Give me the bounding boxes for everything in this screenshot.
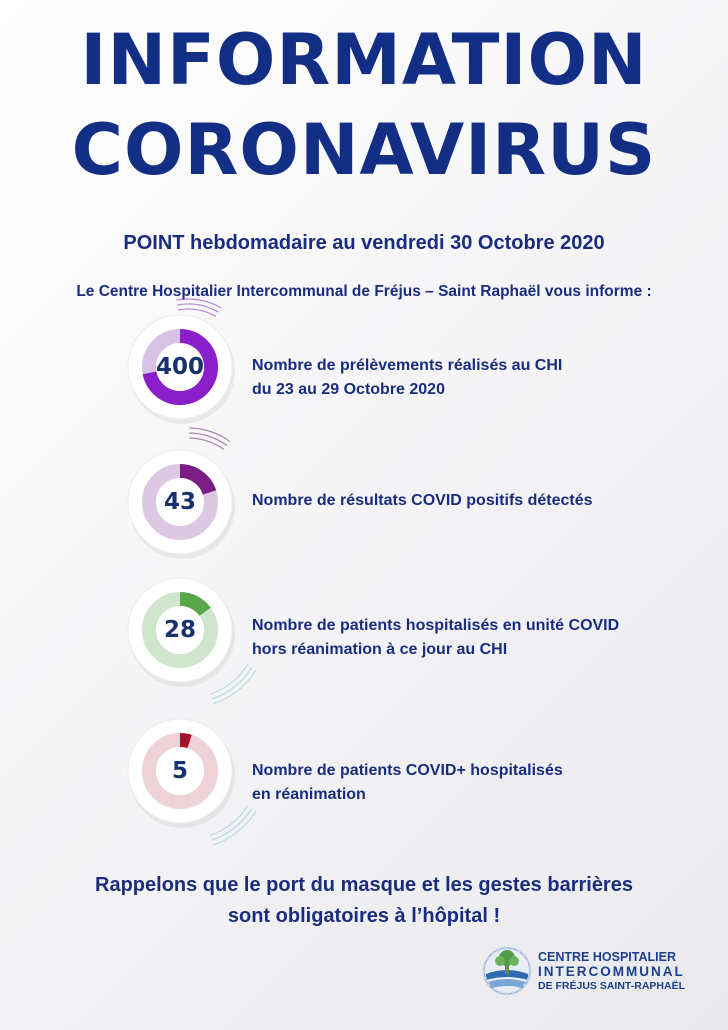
gauge-deco-stroke (177, 304, 218, 312)
stat-line: Nombre de patients COVID+ hospitalisés (252, 762, 563, 779)
title-information: INFORMATION (80, 19, 648, 101)
barrier-gestures-reminder (0, 870, 728, 932)
gauge-deco-stroke (189, 438, 224, 450)
stat-description (252, 614, 619, 662)
stat-description (252, 489, 593, 513)
gauge-deco-stroke (189, 433, 227, 445)
stat-value: 400 (155, 354, 204, 380)
stat-samples (120, 307, 710, 427)
logo-line-2: INTERCOMMUNAL (538, 964, 685, 979)
stat-line: hors réanimation à ce jour au CHI (252, 641, 508, 658)
stat-line: Nombre de résultats COVID positifs détectés (252, 492, 593, 509)
reminder-line: sont obligatoires à l’hôpital ! (227, 905, 501, 927)
stat-value: 5 (171, 758, 188, 784)
stat-value: 28 (163, 617, 196, 643)
stat-icu (120, 711, 710, 831)
hospital-logo (482, 944, 712, 1004)
hospital-emblem-icon (482, 946, 532, 996)
weekly-point-subtitle: POINT hebdomadaire au vendredi 30 Octobre 2020 (123, 232, 605, 254)
stat-line: en réanimation (252, 786, 366, 803)
title-coronavirus: CORONAVIRUS (71, 109, 657, 191)
logo-line-3: DE FRÉJUS SAINT-RAPHAËL (538, 980, 686, 992)
hospital-intro: Le Centre Hospitalier Intercommunal de Fréjus – Saint Raphaël vous informe : (76, 283, 652, 300)
stat-description (252, 759, 563, 807)
stat-line: Nombre de patients hospitalisés en unité COVID (252, 617, 620, 634)
stat-line: Nombre de prélèvements réalisés au CHI (252, 357, 563, 374)
gauge-deco-stroke (189, 428, 229, 441)
stat-hospitalized (120, 570, 710, 690)
reminder-line: Rappelons que le port du masque et les gestes barrières (95, 874, 633, 896)
logo-line-1: CENTRE HOSPITALIER (538, 950, 676, 964)
stat-value: 43 (163, 489, 196, 515)
stat-line: du 23 au 29 Octobre 2020 (252, 381, 445, 398)
stat-positive-results (120, 442, 710, 562)
stat-description (252, 354, 562, 402)
